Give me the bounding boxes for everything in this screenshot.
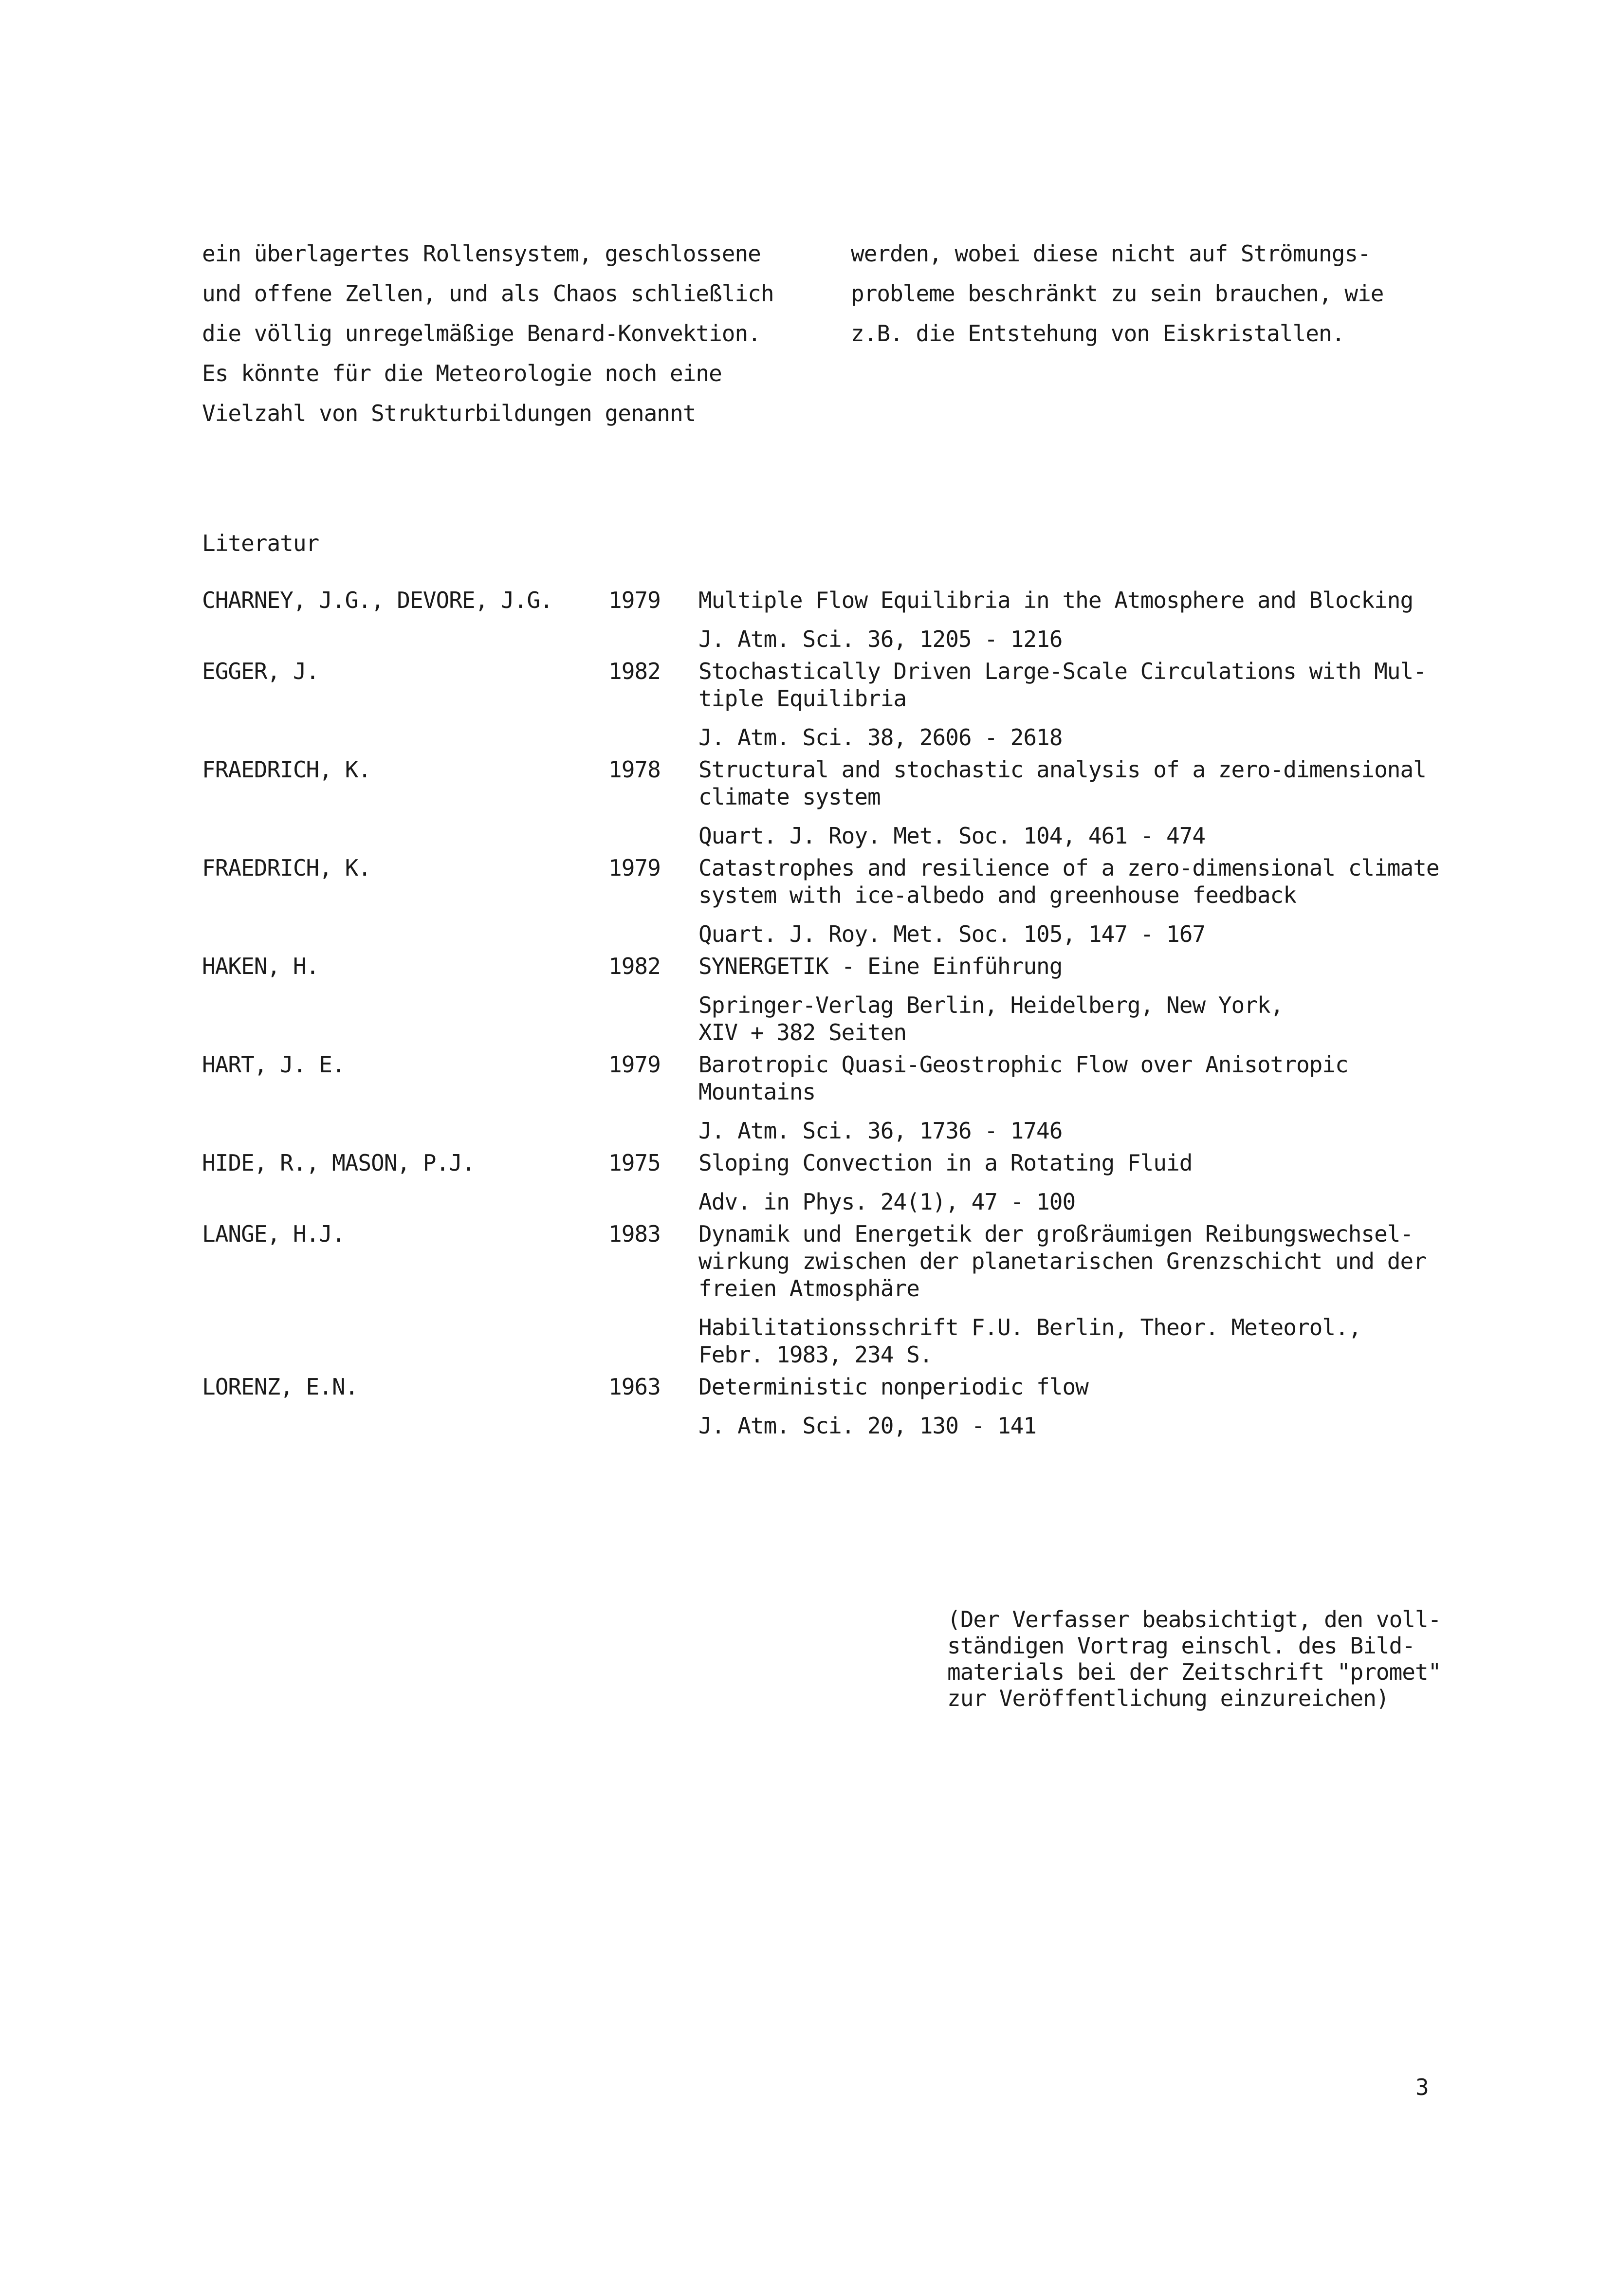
reference-year: 1963 <box>608 1374 661 1400</box>
reference-title: Multiple Flow Equilibria in the Atmosphere and Blocking <box>698 587 1414 613</box>
reference-title: Catastrophes and resilience of a zero-dimensional climate system with ice-albedo and greenhouse feedback <box>698 855 1439 908</box>
reference-year: 1978 <box>608 756 661 783</box>
reference-source: J. Atm. Sci. 36, 1205 - 1216 <box>698 626 1063 652</box>
page-number: 3 <box>1415 2074 1429 2100</box>
reference-item <box>202 1051 1468 1144</box>
reference-item <box>202 756 1468 849</box>
reference-title: Sloping Convection in a Rotating Fluid <box>698 1150 1193 1176</box>
reference-item <box>202 1149 1468 1215</box>
reference-item <box>202 953 1468 1046</box>
reference-source: J. Atm. Sci. 38, 2606 - 2618 <box>698 724 1063 751</box>
reference-item <box>202 854 1468 948</box>
reference-author: CHARNEY, J.G., DEVORE, J.G. <box>202 587 553 613</box>
reference-item <box>202 658 1468 751</box>
reference-title: Barotropic Quasi-Geostrophic Flow over Anisotropic Mountains <box>698 1051 1348 1105</box>
reference-item <box>202 1220 1468 1368</box>
reference-source: Quart. J. Roy. Met. Soc. 104, 461 - 474 <box>698 823 1206 849</box>
reference-author: EGGER, J. <box>202 658 319 684</box>
reference-title: SYNERGETIK - Eine Einführung <box>698 953 1063 979</box>
reference-source: Springer-Verlag Berlin, Heidelberg, New York, XIV + 382 Seiten <box>698 992 1284 1046</box>
intro-right-column: werden, wobei diese nicht auf Strömungs- probleme beschränkt zu sein brauchen, wie z.B. die Entstehung von Eiskristallen. <box>851 240 1384 347</box>
reference-year: 1982 <box>608 953 661 979</box>
literature-heading: Literatur <box>202 530 319 556</box>
reference-title: Structural and stochastic analysis of a zero-dimensional climate system <box>698 756 1426 810</box>
reference-author: HAKEN, H. <box>202 953 319 979</box>
reference-author: FRAEDRICH, K. <box>202 756 371 783</box>
intro-left-column: ein überlagertes Rollensystem, geschlossene und offene Zellen, und als Chaos schließlich die völlig unregelmäßige Benard-Konvektion. Es könnte für die Meteorologie noch eine Vielzahl von Strukturbildungen genannt <box>202 240 774 426</box>
reference-year: 1979 <box>608 855 661 881</box>
author-note: (Der Verfasser beabsichtigt, den voll- ständigen Vortrag einschl. des Bild- materials bei der Zeitschrift "promet" zur Veröffentlichung einzureichen) <box>947 1606 1441 1711</box>
reference-year: 1979 <box>608 1051 661 1078</box>
reference-title: Deterministic nonperiodic flow <box>698 1374 1088 1400</box>
reference-year: 1975 <box>608 1150 661 1176</box>
reference-source: J. Atm. Sci. 20, 130 - 141 <box>698 1413 1037 1439</box>
reference-source: J. Atm. Sci. 36, 1736 - 1746 <box>698 1118 1063 1144</box>
reference-year: 1979 <box>608 587 661 613</box>
reference-item <box>202 1373 1468 1439</box>
reference-author: HART, J. E. <box>202 1051 345 1078</box>
reference-author: FRAEDRICH, K. <box>202 855 371 881</box>
reference-year: 1983 <box>608 1221 661 1247</box>
reference-item <box>202 587 1468 653</box>
reference-title: Dynamik und Energetik der großräumigen Reibungswechsel- wirkung zwischen der planetarischen Grenzschicht und der freien Atmosphäre <box>698 1221 1426 1302</box>
reference-source: Adv. in Phys. 24(1), 47 - 100 <box>698 1189 1076 1215</box>
reference-title: Stochastically Driven Large-Scale Circulations with Mul- tiple Equilibria <box>698 658 1426 712</box>
reference-author: LORENZ, E.N. <box>202 1374 358 1400</box>
reference-list <box>202 587 1468 1444</box>
reference-source: Habilitationsschrift F.U. Berlin, Theor. Meteorol., Febr. 1983, 234 S. <box>698 1314 1361 1368</box>
reference-author: LANGE, H.J. <box>202 1221 345 1247</box>
reference-author: HIDE, R., MASON, P.J. <box>202 1150 475 1176</box>
reference-year: 1982 <box>608 658 661 684</box>
reference-source: Quart. J. Roy. Met. Soc. 105, 147 - 167 <box>698 921 1206 947</box>
